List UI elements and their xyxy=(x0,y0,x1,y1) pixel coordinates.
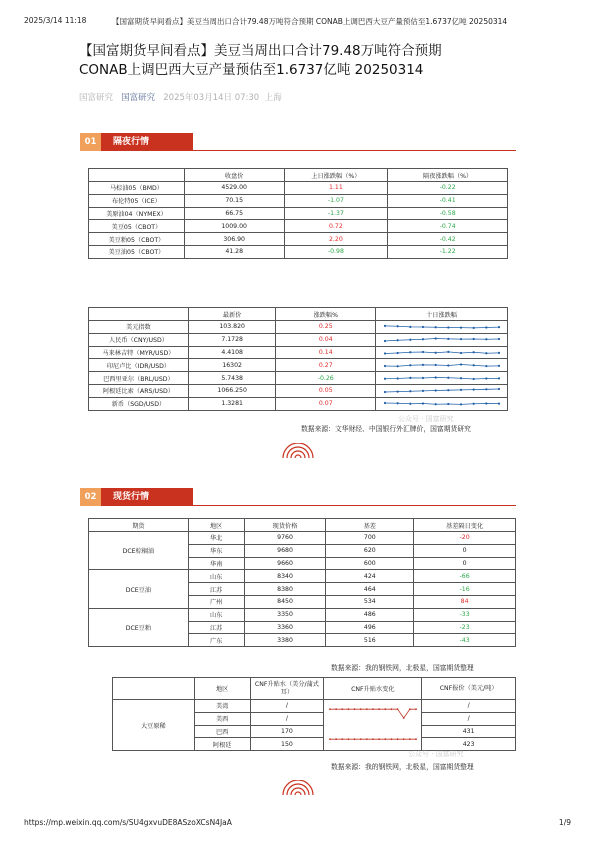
table-row xyxy=(89,220,508,233)
account-link[interactable]: 国富研究 xyxy=(121,93,156,103)
overnight-change: -1.22 xyxy=(388,245,508,258)
prev-change: 0.72 xyxy=(284,220,388,233)
sparkline-point xyxy=(409,351,411,353)
sparkline-point xyxy=(396,402,398,404)
sparkline xyxy=(382,398,502,409)
sparkline-point xyxy=(366,708,368,710)
article-title-line2: CONAB上调巴西大豆产量预估至1.6737亿吨 20250314 xyxy=(79,62,424,78)
sparkline-point xyxy=(459,389,461,391)
table-row xyxy=(89,384,508,397)
sparkline-point xyxy=(347,738,349,740)
cnf-premium-trend xyxy=(324,700,422,751)
sparkline-point xyxy=(360,738,362,740)
fx-header-row xyxy=(89,308,508,321)
region: 阿根廷 xyxy=(194,738,250,751)
fx-header-cell: 十日涨跌幅 xyxy=(376,308,508,321)
basis: 464 xyxy=(326,583,414,596)
basis: 496 xyxy=(326,621,414,634)
spot-price: 9760 xyxy=(244,532,326,545)
watermark: 公众号 · 国富研究 xyxy=(408,750,464,758)
article-author: 国富研究 xyxy=(79,93,114,103)
spot-header-cell: 地区 xyxy=(188,519,244,532)
sparkline-point xyxy=(360,708,362,710)
region: 美湾 xyxy=(194,700,250,713)
sparkline-point xyxy=(447,327,449,329)
sparkline-point xyxy=(447,338,449,340)
sparkline-line xyxy=(385,389,499,392)
section-label: 隔夜行情 xyxy=(101,133,193,151)
sparkline-point xyxy=(421,390,423,392)
basis-change: -66 xyxy=(414,570,516,583)
table-row xyxy=(89,372,508,385)
change-pct: 0.14 xyxy=(276,346,376,359)
sparkline-point xyxy=(396,352,398,354)
table-row xyxy=(89,359,508,372)
ten-day-trend xyxy=(376,321,508,334)
cnf-quote: / xyxy=(422,700,516,713)
region: 华北 xyxy=(188,532,244,545)
table-row xyxy=(89,194,508,207)
spot-price: 8450 xyxy=(244,595,326,608)
fx-header-cell xyxy=(89,308,189,321)
sparkline-line xyxy=(385,403,499,404)
cnf-quote: 423 xyxy=(422,738,516,751)
sparkline-point xyxy=(472,377,474,379)
region: 广州 xyxy=(188,595,244,608)
sparkline-point xyxy=(421,326,423,328)
sparkline-point xyxy=(497,377,499,379)
commodity-name: 大豆原稀 xyxy=(113,700,195,751)
sparkline xyxy=(382,334,502,345)
sparkline-point xyxy=(396,708,398,710)
basis-change: -23 xyxy=(414,621,516,634)
sparkline-point xyxy=(459,338,461,340)
sparkline-point xyxy=(390,708,392,710)
article-title xyxy=(79,42,539,80)
spot-price: 3350 xyxy=(244,608,326,621)
close-price: 41.28 xyxy=(184,245,284,258)
sparkline-point xyxy=(409,326,411,328)
spot-price: 8340 xyxy=(244,570,326,583)
close-price: 306.90 xyxy=(184,233,284,246)
sparkline-point xyxy=(366,738,368,740)
ten-day-trend xyxy=(376,346,508,359)
sparkline-point xyxy=(434,403,436,405)
section-label: 现货行情 xyxy=(101,488,193,506)
basis: 620 xyxy=(326,544,414,557)
overnight-header-cell: 隔夜涨跌幅（%） xyxy=(388,169,508,182)
table-row xyxy=(89,207,508,220)
sparkline-point xyxy=(409,364,411,366)
basis: 424 xyxy=(326,570,414,583)
spot-price: 9680 xyxy=(244,544,326,557)
sparkline-point xyxy=(472,351,474,353)
footer-url: https://mp.weixin.qq.com/s/SU4gxvuDE8ASzoXCsN4JaA xyxy=(24,818,232,827)
article-location: 上海 xyxy=(264,93,282,103)
sparkline xyxy=(327,725,419,747)
region: 山东 xyxy=(188,608,244,621)
basis-change: 0 xyxy=(414,544,516,557)
print-date: 2025/3/14 11:18 xyxy=(24,16,87,25)
cnf-quote: 431 xyxy=(422,725,516,738)
latest-price: 5.7438 xyxy=(188,372,276,385)
sparkline-line xyxy=(385,364,499,366)
sparkline-point xyxy=(383,402,385,404)
sparkline-point xyxy=(396,365,398,367)
table-row xyxy=(89,245,508,258)
contract-name: DCE棕榈油 xyxy=(89,532,189,570)
basis: 700 xyxy=(326,532,414,545)
sparkline-point xyxy=(421,338,423,340)
cnf-premium: 150 xyxy=(250,738,324,751)
basis-change: 0 xyxy=(414,557,516,570)
cnf-header-cell: CNF升贴水变化 xyxy=(324,678,422,700)
sparkline-point xyxy=(485,377,487,379)
instrument-name: 美原油04（NYMEX） xyxy=(89,207,185,220)
latest-price: 16302 xyxy=(188,359,276,372)
fx-header-cell: 最新价 xyxy=(188,308,276,321)
section-header-overnight xyxy=(80,133,516,151)
sparkline-point xyxy=(459,377,461,379)
table-row xyxy=(89,321,508,334)
cnf-header-cell: CNF报价（美元/吨） xyxy=(422,678,516,700)
overnight-change: -0.74 xyxy=(388,220,508,233)
currency-name: 巴西里亚尔（BRL/USD） xyxy=(89,372,189,385)
sparkline-point xyxy=(459,403,461,405)
overnight-change: -0.41 xyxy=(388,194,508,207)
sparkline xyxy=(382,385,502,396)
prev-change: 1.11 xyxy=(284,182,388,195)
sparkline-point xyxy=(409,403,411,405)
latest-price: 7.1728 xyxy=(188,333,276,346)
change-pct: 0.25 xyxy=(276,321,376,334)
sparkline-point xyxy=(472,338,474,340)
sparkline-point xyxy=(353,708,355,710)
sparkline-point xyxy=(335,708,337,710)
sparkline-point xyxy=(497,338,499,340)
spot-header-cell: 期货 xyxy=(89,519,189,532)
instrument-name: 美豆粕05（CBOT） xyxy=(89,233,185,246)
prev-change: 2.20 xyxy=(284,233,388,246)
cnf-quote: / xyxy=(422,712,516,725)
prev-change: -1.37 xyxy=(284,207,388,220)
source-note: 数据来源：文华财经、中国银行外汇牌价，国富期货研究 xyxy=(301,425,471,433)
sparkline-point xyxy=(383,391,385,393)
source-note: 数据来源：我的钢铁网，北极星，国富期货整理 xyxy=(331,763,474,771)
sparkline-point xyxy=(383,340,385,342)
change-pct: 0.04 xyxy=(276,333,376,346)
print-title: 【国富期货早间看点】美豆当周出口合计79.48万吨符合预期 CONAB上调巴西大豆产量预估至1.6737亿吨 20250314 xyxy=(112,17,508,26)
sparkline-point xyxy=(434,390,436,392)
ten-day-trend xyxy=(376,384,508,397)
sparkline-point xyxy=(434,376,436,378)
region: 江苏 xyxy=(188,621,244,634)
cnf-header-cell: CNF升贴水（美分/蒲式耳） xyxy=(250,678,324,700)
sparkline-point xyxy=(390,738,392,740)
basis-change: -43 xyxy=(414,634,516,647)
region: 江苏 xyxy=(188,583,244,596)
basis-change: -16 xyxy=(414,583,516,596)
basis: 600 xyxy=(326,557,414,570)
close-price: 1009.00 xyxy=(184,220,284,233)
latest-price: 1.3281 xyxy=(188,397,276,410)
sparkline-point xyxy=(378,708,380,710)
region: 巴西 xyxy=(194,725,250,738)
sparkline-point xyxy=(384,738,386,740)
wave-divider-icon xyxy=(282,443,314,459)
sparkline-point xyxy=(447,351,449,353)
sparkline-point xyxy=(341,738,343,740)
wave-divider-icon xyxy=(282,780,314,796)
sparkline-point xyxy=(409,738,411,740)
sparkline-point xyxy=(497,403,499,405)
sparkline-point xyxy=(434,338,436,340)
section-header-spot xyxy=(80,488,516,506)
fx-table xyxy=(88,307,508,411)
sparkline-point xyxy=(497,326,499,328)
sparkline-point xyxy=(383,325,385,327)
article-datetime: 2025年03月14日 07:30 xyxy=(163,93,260,103)
sparkline-point xyxy=(421,351,423,353)
spot-header-cell: 基差隔日变化 xyxy=(414,519,516,532)
sparkline-point xyxy=(335,738,337,740)
sparkline xyxy=(382,360,502,371)
sparkline-point xyxy=(409,339,411,341)
section-rule xyxy=(101,150,516,151)
table-row xyxy=(89,532,516,545)
close-price: 70.15 xyxy=(184,194,284,207)
sparkline-point xyxy=(409,376,411,378)
sparkline-line xyxy=(330,709,416,718)
sparkline-point xyxy=(372,708,374,710)
sparkline-point xyxy=(485,403,487,405)
prev-change: -0.98 xyxy=(284,245,388,258)
sparkline-point xyxy=(459,327,461,329)
currency-name: 印尼卢比（IDR/USD） xyxy=(89,359,189,372)
spot-price: 9660 xyxy=(244,557,326,570)
sparkline-point xyxy=(353,738,355,740)
sparkline-point xyxy=(421,364,423,366)
sparkline xyxy=(382,321,502,332)
sparkline-line xyxy=(385,339,499,342)
contract-name: DCE豆油 xyxy=(89,570,189,608)
sparkline-point xyxy=(396,391,398,393)
sparkline-line xyxy=(385,352,499,354)
sparkline-point xyxy=(485,327,487,329)
print-header xyxy=(0,0,595,30)
cnf-premium: 170 xyxy=(250,725,324,738)
sparkline-point xyxy=(396,738,398,740)
instrument-name: 马棕油05（BMD） xyxy=(89,182,185,195)
sparkline-point xyxy=(434,352,436,354)
overnight-header-cell: 收盘价 xyxy=(184,169,284,182)
ten-day-trend xyxy=(376,397,508,410)
sparkline-point xyxy=(447,364,449,366)
spot-price: 3360 xyxy=(244,621,326,634)
currency-name: 新币（SGD/USD） xyxy=(89,397,189,410)
sparkline-point xyxy=(415,708,417,710)
spot-price: 3380 xyxy=(244,634,326,647)
change-pct: 0.27 xyxy=(276,359,376,372)
spot-table xyxy=(88,518,516,647)
article-title-line1: 【国富期货早间看点】美豆当周出口合计79.48万吨符合预期 xyxy=(79,43,442,59)
sparkline-point xyxy=(372,738,374,740)
basis-change: -33 xyxy=(414,608,516,621)
sparkline-point xyxy=(447,389,449,391)
sparkline-point xyxy=(396,377,398,379)
table-row xyxy=(89,397,508,410)
sparkline-point xyxy=(329,708,331,710)
change-pct: -0.26 xyxy=(276,372,376,385)
sparkline-point xyxy=(409,391,411,393)
sparkline-point xyxy=(396,339,398,341)
sparkline xyxy=(382,347,502,358)
cnf-premium: / xyxy=(250,712,324,725)
sparkline-point xyxy=(421,376,423,378)
instrument-name: 布伦特05（ICE） xyxy=(89,194,185,207)
sparkline-point xyxy=(485,365,487,367)
cnf-header-cell xyxy=(113,678,195,700)
region: 美西 xyxy=(194,712,250,725)
table-row xyxy=(89,570,516,583)
currency-name: 阿根廷比索（ARS/USD） xyxy=(89,384,189,397)
cnf-trend-chart xyxy=(326,703,419,747)
overnight-change: -0.58 xyxy=(388,207,508,220)
sparkline-point xyxy=(497,365,499,367)
sparkline-point xyxy=(396,326,398,328)
latest-price: 1066.250 xyxy=(188,384,276,397)
sparkline-point xyxy=(497,388,499,390)
sparkline-point xyxy=(378,738,380,740)
overnight-table xyxy=(88,168,508,259)
ten-day-trend xyxy=(376,372,508,385)
sparkline-point xyxy=(409,708,411,710)
latest-price: 4.4108 xyxy=(188,346,276,359)
section-number: 02 xyxy=(80,488,101,506)
cnf-premium: / xyxy=(250,700,324,713)
contract-name: DCE豆粕 xyxy=(89,608,189,646)
sparkline-point xyxy=(472,389,474,391)
basis: 534 xyxy=(326,595,414,608)
sparkline-point xyxy=(384,708,386,710)
instrument-name: 美豆油05（CBOT） xyxy=(89,245,185,258)
sparkline-point xyxy=(421,403,423,405)
sparkline-point xyxy=(472,364,474,366)
overnight-header-cell xyxy=(89,169,185,182)
latest-price: 103.820 xyxy=(188,321,276,334)
sparkline-point xyxy=(403,738,405,740)
fx-header-cell: 涨跌幅% xyxy=(276,308,376,321)
sparkline-point xyxy=(447,403,449,405)
basis-change: 84 xyxy=(414,595,516,608)
spot-header-row xyxy=(89,519,516,532)
basis-change: -20 xyxy=(414,532,516,545)
basis: 486 xyxy=(326,608,414,621)
footer-page: 1/9 xyxy=(558,818,571,827)
sparkline xyxy=(382,373,502,384)
cnf-header-row xyxy=(113,678,516,700)
prev-change: -1.07 xyxy=(284,194,388,207)
sparkline-point xyxy=(434,364,436,366)
table-row xyxy=(89,346,508,359)
change-pct: 0.05 xyxy=(276,384,376,397)
sparkline-line xyxy=(385,377,499,379)
sparkline-point xyxy=(485,352,487,354)
ten-day-trend xyxy=(376,333,508,346)
sparkline-point xyxy=(415,738,417,740)
ten-day-trend xyxy=(376,359,508,372)
cnf-header-cell: 地区 xyxy=(194,678,250,700)
section-rule xyxy=(101,505,516,506)
close-price: 66.75 xyxy=(184,207,284,220)
sparkline-point xyxy=(485,338,487,340)
sparkline-point xyxy=(434,327,436,329)
section-number: 01 xyxy=(80,133,101,151)
spot-header-cell: 基差 xyxy=(326,519,414,532)
sparkline-point xyxy=(497,352,499,354)
region: 华东 xyxy=(188,544,244,557)
sparkline-point xyxy=(472,403,474,405)
table-row xyxy=(89,333,508,346)
sparkline-point xyxy=(472,327,474,329)
currency-name: 马来林吉特（MYR/USD） xyxy=(89,346,189,359)
overnight-header-cell: 上日涨跌幅（%） xyxy=(284,169,388,182)
overnight-change: -0.42 xyxy=(388,233,508,246)
watermark: 公众号 · 国富研究 xyxy=(398,415,454,423)
table-row xyxy=(89,182,508,195)
article-meta xyxy=(79,91,282,103)
sparkline-point xyxy=(383,365,385,367)
instrument-name: 美豆05（CBOT） xyxy=(89,220,185,233)
sparkline-point xyxy=(383,377,385,379)
table-row xyxy=(89,233,508,246)
table-row xyxy=(113,700,516,713)
close-price: 4529.00 xyxy=(184,182,284,195)
currency-name: 美元指数 xyxy=(89,321,189,334)
sparkline-point xyxy=(329,738,331,740)
region: 华南 xyxy=(188,557,244,570)
change-pct: 0.07 xyxy=(276,397,376,410)
sparkline-point xyxy=(403,717,405,719)
spot-price: 8380 xyxy=(244,583,326,596)
sparkline-point xyxy=(485,389,487,391)
sparkline xyxy=(327,703,419,725)
region: 山东 xyxy=(188,570,244,583)
sparkline-point xyxy=(341,708,343,710)
currency-name: 人民币（CNY/USD） xyxy=(89,333,189,346)
basis: 516 xyxy=(326,634,414,647)
sparkline-point xyxy=(447,376,449,378)
sparkline-point xyxy=(459,352,461,354)
region: 广东 xyxy=(188,634,244,647)
sparkline-point xyxy=(383,352,385,354)
spot-header-cell: 现货价格 xyxy=(244,519,326,532)
sparkline-line xyxy=(385,326,499,328)
overnight-change: -0.22 xyxy=(388,182,508,195)
overnight-header-row xyxy=(89,169,508,182)
source-note: 数据来源：我的钢铁网，北极星，国富期货整理 xyxy=(331,664,474,672)
sparkline-point xyxy=(347,708,349,710)
cnf-table xyxy=(112,677,516,751)
table-row xyxy=(89,608,516,621)
sparkline-point xyxy=(459,363,461,365)
